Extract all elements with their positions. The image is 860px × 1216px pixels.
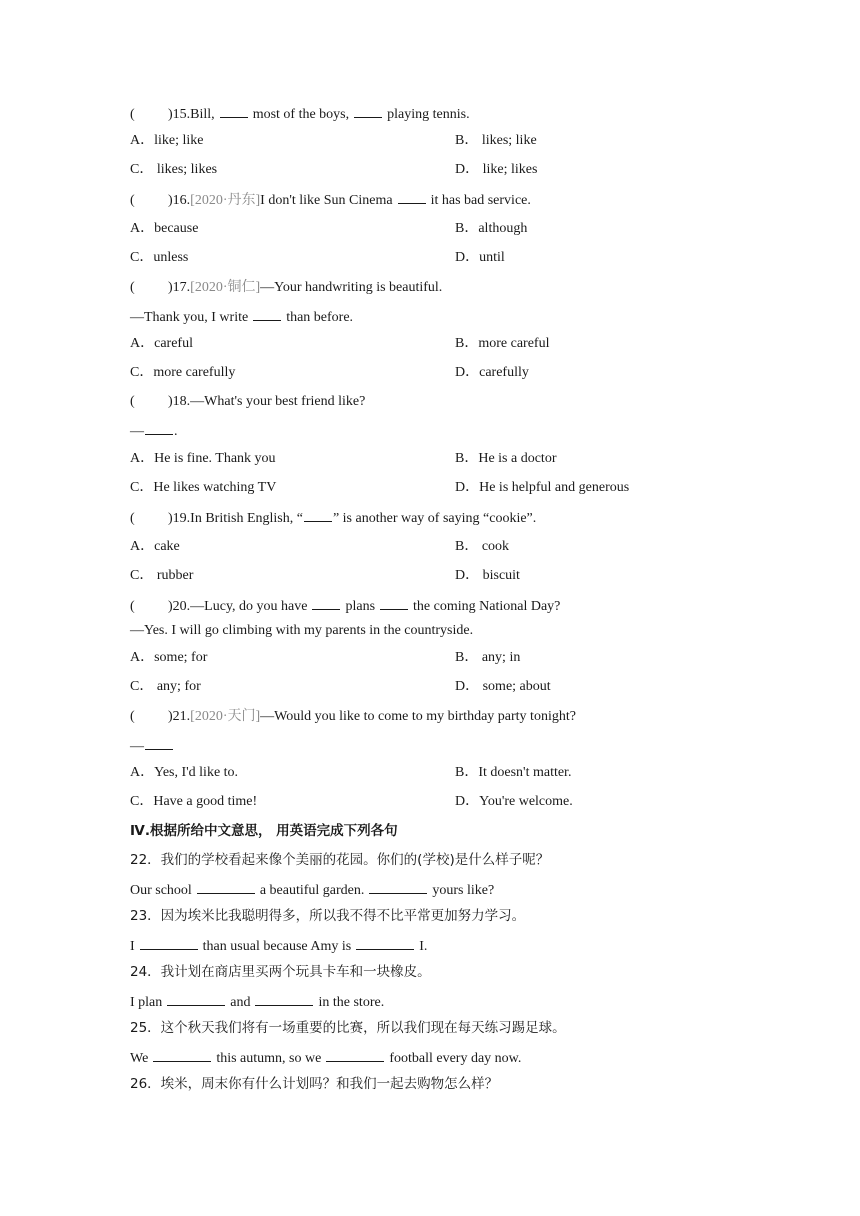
option-b: B．although (455, 221, 528, 236)
translation-24-chinese: 24．我计划在商店里买两个玩具卡车和一块橡皮。 (130, 964, 431, 980)
answer-blank[interactable] (304, 508, 332, 522)
translation-22-chinese: 22．我们的学校看起来像个美丽的花园。你们的(学校)是什么样子呢？ (130, 852, 550, 868)
option-b: B．more careful (455, 336, 550, 351)
option-b: B． cook (455, 539, 510, 554)
answer-blank[interactable] (398, 190, 426, 204)
option-a: A．like; like (130, 133, 204, 148)
question-21-stem: ( )21.[2020·天门]—Would you like to come to my birthday party tonight? (130, 709, 576, 724)
question-17-line2: —Thank you, I write than before. (130, 307, 353, 327)
answer-blank[interactable] (145, 421, 173, 435)
question-16-stem: ( )16.[2020·丹东]I don't like Sun Cinema it has bad service. (130, 190, 531, 210)
answer-blank[interactable] (255, 992, 313, 1006)
option-a: A．Yes, I'd like to. (130, 765, 239, 780)
answer-blank[interactable] (326, 1048, 384, 1062)
answer-blank[interactable] (140, 936, 198, 950)
option-c: C．unless (130, 250, 189, 265)
option-a: A．some; for (130, 650, 208, 665)
source-tag: [2020·丹东] (190, 193, 261, 208)
translation-23-english: I than usual because Amy is I. (130, 936, 427, 956)
option-d: D．He is helpful and generous (455, 480, 630, 495)
question-20-line2: —Yes. I will go climbing with my parents in the countryside. (130, 623, 474, 638)
option-a: A．because (130, 221, 199, 236)
answer-blank[interactable] (354, 104, 382, 118)
option-d: D．carefully (455, 365, 529, 380)
option-c: C．more carefully (130, 365, 236, 380)
answer-blank[interactable] (220, 104, 248, 118)
answer-blank[interactable] (380, 596, 408, 610)
translation-22-english: Our school a beautiful garden. yours like? (130, 880, 494, 900)
question-19-stem: ( )19.In British English, “ ” is another way of saying “cookie”. (130, 508, 536, 528)
option-c: C．He likes watching TV (130, 480, 277, 495)
answer-blank[interactable] (145, 736, 173, 750)
question-18-line2: — . (130, 421, 178, 441)
option-b: B．It doesn't matter. (455, 765, 572, 780)
option-a: A．He is fine. Thank you (130, 451, 276, 466)
answer-blank[interactable] (369, 880, 427, 894)
answer-blank[interactable] (167, 992, 225, 1006)
answer-blank[interactable] (253, 307, 281, 321)
question-15-stem: ( )15.Bill, most of the boys, playing tennis. (130, 104, 470, 124)
option-d: D．You're welcome. (455, 794, 573, 809)
translation-24-english: I plan and in the store. (130, 992, 384, 1012)
answer-blank[interactable] (153, 1048, 211, 1062)
source-tag: [2020·天门] (190, 709, 261, 724)
translation-25-chinese: 25．这个秋天我们将有一场重要的比赛，所以我们现在每天练习踢足球。 (130, 1020, 566, 1036)
question-21-line2: — (130, 736, 174, 756)
answer-blank[interactable] (197, 880, 255, 894)
option-d: D． like; likes (455, 162, 538, 177)
option-d: D．until (455, 250, 505, 265)
option-a: A．cake (130, 539, 180, 554)
answer-blank[interactable] (356, 936, 414, 950)
option-b: B． likes; like (455, 133, 537, 148)
question-20-stem: ( )20.—Lucy, do you have plans the coming National Day? (130, 596, 560, 616)
section-heading: Ⅳ.根据所给中文意思， 用英语完成下列各句 (130, 823, 398, 839)
translation-23-chinese: 23．因为埃米比我聪明得多，所以我不得不比平常更加努力学习。 (130, 908, 526, 924)
option-d: D． biscuit (455, 568, 520, 583)
source-tag: [2020·铜仁] (190, 280, 261, 295)
option-b: B． any; in (455, 650, 521, 665)
option-c: C． rubber (130, 568, 194, 583)
option-c: C．Have a good time! (130, 794, 258, 809)
option-b: B．He is a doctor (455, 451, 557, 466)
option-a: A．careful (130, 336, 193, 351)
question-17-stem: ( )17.[2020·铜仁]—Your handwriting is beautiful. (130, 280, 443, 295)
translation-26-chinese: 26．埃米，周末你有什么计划吗？和我们一起去购物怎么样？ (130, 1076, 499, 1092)
option-c: C． likes; likes (130, 162, 218, 177)
option-d: D． some; about (455, 679, 551, 694)
option-c: C． any; for (130, 679, 201, 694)
translation-25-english: We this autumn, so we football every day now. (130, 1048, 521, 1068)
question-18-stem: ( )18.—What's your best friend like? (130, 394, 366, 409)
answer-blank[interactable] (312, 596, 340, 610)
